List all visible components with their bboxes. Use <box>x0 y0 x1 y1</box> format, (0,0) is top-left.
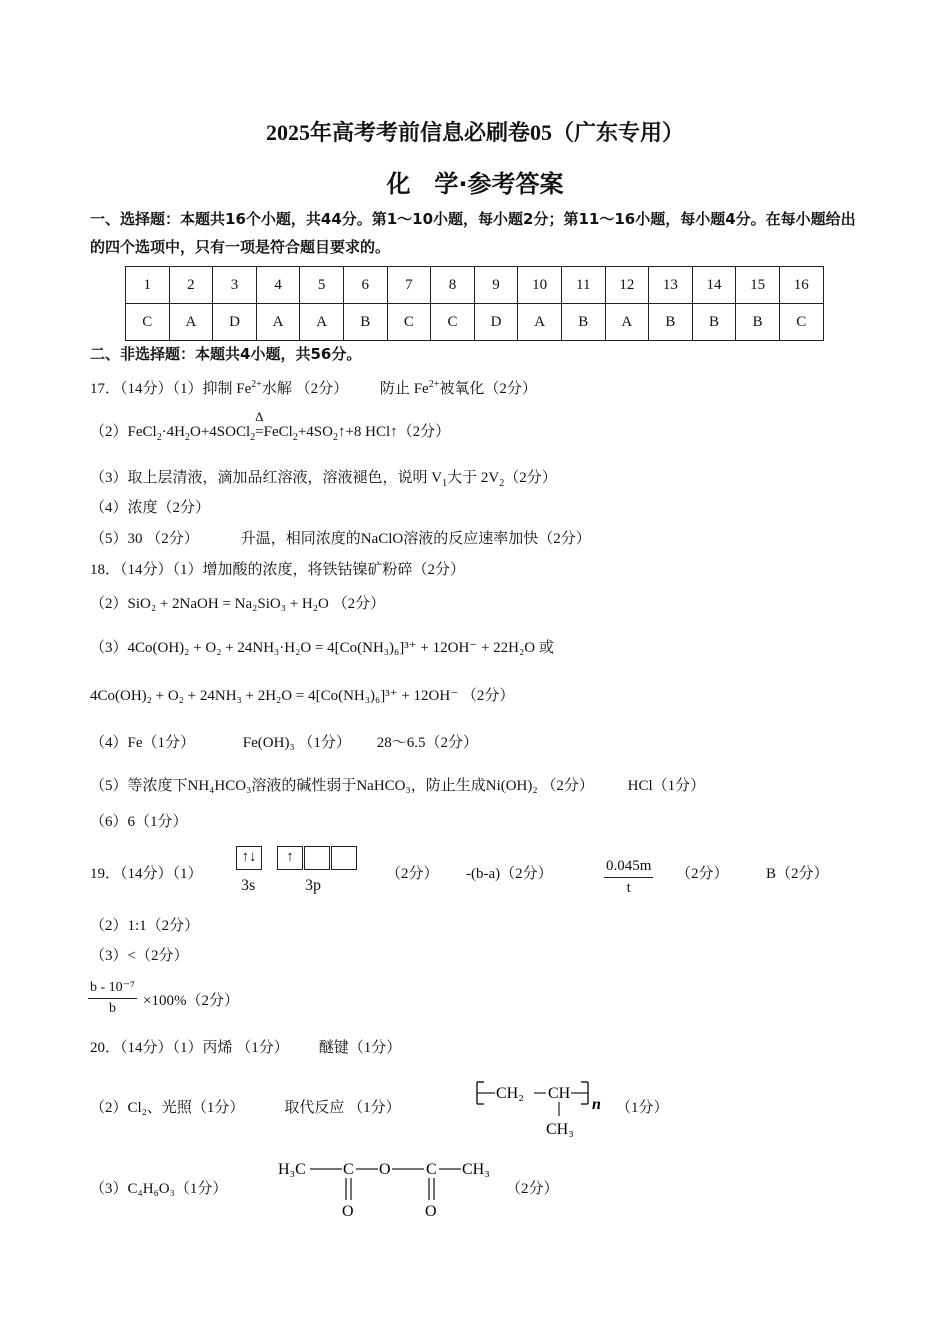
question-number-cell: 10 <box>518 267 562 304</box>
q20-line-2: （2）Cl₂、光照（1分） 取代反应 （1分） <box>90 1100 401 1116</box>
answer-cell: D <box>213 304 257 341</box>
answer-cell: C <box>126 304 170 341</box>
answer-cell: C <box>779 304 823 341</box>
q17-line-5: （5）30 （2分） 升温，相同浓度的NaClO溶液的反应速率加快（2分） <box>90 531 591 547</box>
answer-cell: A <box>300 304 344 341</box>
q18-line-1: 18．（14分）（1）增加酸的浓度，将铁钴镍矿粉碎（2分） <box>90 562 466 578</box>
q19-answer-4: B（2分） <box>766 866 829 882</box>
q20-line-3: （3）C₄H₆O₃（1分） <box>90 1181 228 1197</box>
question-number-cell: 6 <box>343 267 387 304</box>
question-number-cell: 2 <box>169 267 213 304</box>
q19-line-4: ×100%（2分） <box>143 993 239 1009</box>
question-number-cell: 8 <box>431 267 475 304</box>
question-number-cell: 12 <box>605 267 649 304</box>
question-number-cell: 1 <box>126 267 170 304</box>
poly-ch2-label: CH₂ <box>496 1085 524 1102</box>
answer-cell: B <box>343 304 387 341</box>
q19-line-1a: 19．（14分）（1） <box>90 866 203 882</box>
q19-score-3: （2分） <box>676 866 729 882</box>
question-number-cell: 7 <box>387 267 431 304</box>
answer-cell: B <box>692 304 736 341</box>
polypropylene-structure <box>474 1072 614 1144</box>
q18-line-5: （5）等浓度下NH₄HCO₃溶液的碱性弱于NaHCO₃，防止生成Ni(OH)₂ （2分） HCl（1分） <box>90 778 706 794</box>
question-number-cell: 15 <box>736 267 780 304</box>
answer-cell: C <box>431 304 475 341</box>
q19-fraction-2: b - 10⁻⁷ b <box>90 980 135 1016</box>
question-number-cell: 11 <box>561 267 605 304</box>
orbital-3p-box-1: ↑ <box>277 846 303 870</box>
anh-o2-label: O <box>425 1203 437 1220</box>
anh-o-bridge-label: O <box>379 1161 391 1178</box>
answer-table <box>125 266 824 341</box>
question-number-cell: 13 <box>649 267 693 304</box>
anh-c1-label: C <box>343 1161 354 1178</box>
q19-answer-2: -(b-a)（2分） <box>466 866 553 882</box>
q17-line-3: （3）取上层清液，滴加品红溶液，溶液褪色，说明 $V_1$大于 $2V_2(2$分） <box>90 470 557 489</box>
q20-line-1: 20．（14分）（1）丙烯 （1分） 醚键（1分） <box>90 1040 402 1056</box>
q17-line-4: （4）浓度（2分） <box>90 500 211 516</box>
section-2-heading: 二、非选择题：本题共4小题，共56分。 <box>90 345 362 363</box>
anh-c2-label: C <box>426 1161 437 1178</box>
orbital-3p-box-2 <box>304 846 330 870</box>
q18-line-3b: 4Co(OH)₂ + O₂ + 24NH₃ + 2H₂O = 4[Co(NH₃)₆]³⁺ + 12OH⁻ （2分） <box>90 688 515 704</box>
question-number-cell: 9 <box>474 267 518 304</box>
answer-cell: C <box>387 304 431 341</box>
question-number-cell: 16 <box>779 267 823 304</box>
orbital-label-3p: 3p <box>305 877 321 894</box>
orbital-label-3s: 3s <box>241 877 256 894</box>
q20-score-2: （1分） <box>616 1100 669 1116</box>
answer-cell: A <box>256 304 300 341</box>
anh-h3c-label: H₃C <box>278 1161 306 1178</box>
question-number-cell: 5 <box>300 267 344 304</box>
q18-line-3: （3）4Co(OH)₂ + O₂ + 24NH₃·H₂O = 4[Co(NH₃)₆]³⁺ + 12OH⁻ + 22H₂O 或 <box>90 640 554 656</box>
question-number-cell: 14 <box>692 267 736 304</box>
answer-cell: D <box>474 304 518 341</box>
page-title: 2025年高考考前信息必刷卷05（广东专用） <box>265 120 684 145</box>
orbital-3p-box-3 <box>331 846 357 870</box>
poly-n-label: n <box>592 1096 601 1113</box>
answer-cell: A <box>605 304 649 341</box>
q20-score-3: （2分） <box>506 1181 559 1197</box>
question-number-cell: 4 <box>256 267 300 304</box>
anh-ch3-label: CH₃ <box>462 1161 490 1178</box>
q19-fraction: 0.045m t <box>606 858 652 896</box>
answer-cell: A <box>518 304 562 341</box>
poly-ch-label: CH <box>548 1085 571 1102</box>
q17-line-1: 17．（14分）（1）抑制 $Fe^{2+}$水解 （2分） 防止 $Fe^{2+}$被氧化（2分） <box>90 379 537 397</box>
q18-line-4: （4）Fe（1分） Fe(OH)₃ （1分） 28～6.5（2分） <box>90 735 478 751</box>
answer-cell: B <box>649 304 693 341</box>
q18-line-6: （6）6（1分） <box>90 814 188 830</box>
q19-score-1: （2分） <box>386 866 439 882</box>
q19-line-2: （2）1:1（2分） <box>90 918 200 934</box>
section-1-heading: 一、选择题：本题共16个小题，共44分。第1～10小题，每小题2分；第11～16小题，每小题4分。在每小题给出的四个选项中，只有一项是符合题目要求的。 <box>90 210 856 256</box>
question-number-cell: 3 <box>213 267 257 304</box>
answer-cell: A <box>169 304 213 341</box>
q18-line-2: （2）SiO₂ + 2NaOH = Na₂SiO₃ + H₂O （2分） <box>90 596 386 612</box>
acetic-anhydride-structure <box>276 1156 502 1220</box>
anh-o1-label: O <box>342 1203 354 1220</box>
page-subtitle: 化 学·参考答案 <box>386 170 564 198</box>
q17-line-2: $(2)FeCl_2\cdot 4H_2O+4SOCl_2=$ Δ $FeCl_2+4SO_2↑+8$ HCl↑（2分） <box>90 409 451 443</box>
q19-line-3: （3）<（2分） <box>90 948 189 964</box>
answer-cell: B <box>561 304 605 341</box>
poly-ch3-label: CH₃ <box>546 1121 574 1138</box>
orbital-3s-box: ↑↓ <box>236 846 262 870</box>
answer-cell: B <box>736 304 780 341</box>
